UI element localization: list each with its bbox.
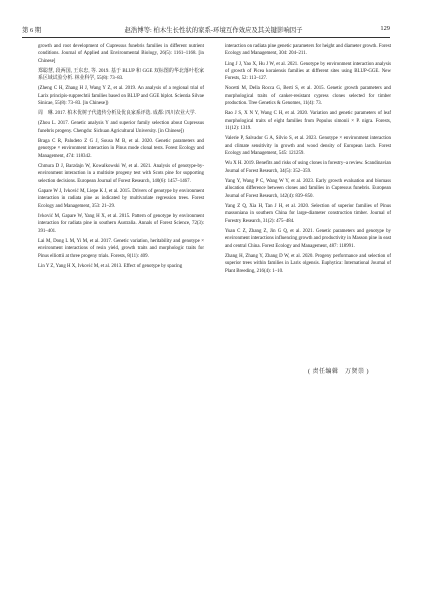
reference-entry: Yang Y, Wang P C, Wang W Y, et al. 2023. Early growth evaluation and biomass allocation difference between clones and families in Cupressus funebris. European Journal of Forest Research, 142(4): 839–850. [225,178,391,199]
reference-entry: Wu X H. 2019. Benefits and risks of using clones in forestry–a review. Scandinavian Journal of Forest Research, 34(5): 352–359. [225,161,392,174]
reference-entry: Yang Z Q, Xia H, Tan J H, et al. 2020. Selection of superior families of Pinus massoniana in southern China for large-diameter construction timber. Journal of Forestry Research, 31(2): 475–484. [225,203,391,224]
reference-entry: (Zhou L. 2017. Genetic analysis Y and superior family selection about Cupressus funebris progeny. Chengdu: Sichuan Agricultural University. [in Chinese]) [38,121,204,134]
reference-entry: Valerie P, Salvador G A, Silvio S, et al. 2023. Genotype × environment interaction and climate sensitivity in growth and wood density of European larch. Forest Ecology and Management, 545: 121259. [225,136,391,157]
header-rule [22,37,390,38]
reference-entry: 郑聪慧, 段两国, 王东忠, 等. 2019. 基于 BLUP 和 GGE 双标图的华北落叶松家系区域试验分析. 林业科学, 55(8): 73–83. [38,68,204,82]
reference-entry: Zhang H, Zhang Y, Zhang D W, et al. 2020. Progeny performance and selection of superior trees within families in Larix olgensis. Euphytica: International Journal of Plant Breeding, 216(4): 1–10. [225,253,391,274]
page-header [0,0,427,40]
reference-entry: Lai M, Dong L M, Yi M, et al. 2017. Genetic variation, heritability and genotype × environment interactions of resin yield, growth traits and morphologic traits for Pinus elliottii at three progeny trials. Forests, 8(11): 409. [38,238,204,259]
reference-entry: interaction on radiata pine genetic parameters for height and diameter growth. Forest Ecology and Management, 304: 204–211. [225,44,391,57]
reference-entry: Lin Y Z, Yang H X, Ivković M, et al. 2013. Effect of genotype by spacing [38,263,183,269]
references-left-column [38,43,204,273]
reference-entry: Ivković M, Gapare W, Yang H X, et al. 2015. Pattern of genotype by environment interaction for radiata pine in southern Australia. Annals of Forest Science, 72(3): 391–401. [38,213,204,234]
reference-entry: Chmura D J, Barzdajn W, Kowalkowski W, et al. 2021. Analysis of genotype-by-environment interaction in a multisite progeny test with Scots pine for supporting selection decisions. European Journal of Forest Research, 140(6): 1457–1467. [38,163,204,184]
reference-entry: 周 琳. 2017. 柏木优树子代遗传分析及优良家系评选. 成都: 四川农业大学. [38,111,196,117]
reference-entry: Ling J J, Yao X, Hu J W, et al. 2021. Genotype by environment interaction analysis of growth of Picea koraiensis families at different sites using BLUP-GGE. New Forests, 52: 113–127. [225,61,391,82]
references-right-column [225,43,391,278]
reference-entry: Gapare W J, Ivković M, Liepe K J, et al. 2015. Drivers of genotype by environment interaction in radiata pine as indicated by multivariate regression trees. Forest Ecology and Management, 353: 21–29. [38,188,204,209]
reference-entry: Nocetti M, Della Rocca G, Berti S, et al. 2015. Genetic growth parameters and morphological traits of canker-resistant cypress clones selected for timber production. Tree Genetics & Genomes, 11(4): 73. [225,86,391,107]
running-title: 赵浩博等: 柏木生长性状的家系-环境互作效应及其关键影响因子 [124,27,303,34]
responsible-editor-credit: ( 责任编辑 万贤崇 ) [308,369,369,375]
page-number: 129 [380,25,390,32]
reference-entry: Rao J S, X N Y, Wang C H, et al. 2020. Variation and genetic parameters of leaf morphological traits of eight families from Populus simonii × P. nigra. Forests, 11(12): 1319. [225,111,391,132]
reference-entry: Braga C R, Paludeto Z G J, Sousa M B, et al. 2020. Genetic parameters and genotype × environment interaction in Pinus mode clonal tests. Forest Ecology and Management, 474: 118342. [38,138,204,159]
reference-entry: growth and root development of Cupressus funebris families in different nutrient conditions. Journal of Applied and Environmental Biology, 26(5): 1161–1168. [in Chinese] [38,44,204,64]
issue-number: 第 6 期 [22,27,42,34]
reference-entry: (Zheng C H, Zhang H J, Wang Y Z, et al. 2019. An analysis of a regional trial of Larix principis-rupprechtii families based on BLUP and GGE biplot. Scientia Silvae Sinicae, 55(8): 73–83. [in Chinese]) [38,86,204,107]
reference-entry: Yuan C Z, Zhang Z, Jin G Q, et al. 2021. Genetic parameters and genotype by environment interactions influencing growth and productivity in Masson pine in east and central China. Forest Ecology and Management, 487: 118991. [225,228,391,249]
